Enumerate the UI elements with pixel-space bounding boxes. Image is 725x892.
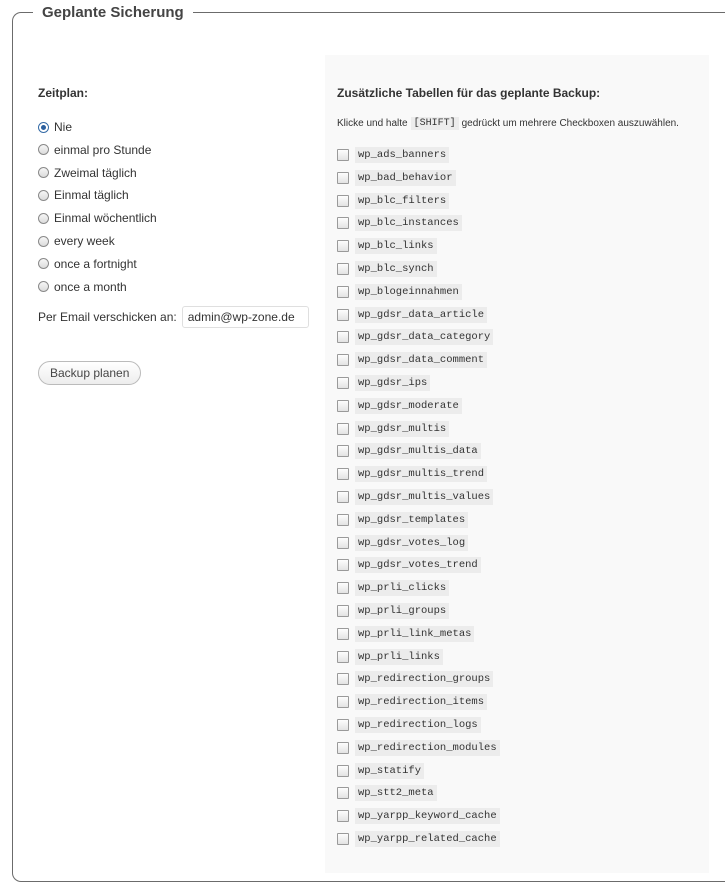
section-legend: Geplante Sicherung xyxy=(33,3,193,23)
table-name: wp_gdsr_multis xyxy=(355,421,449,437)
table-name: wp_gdsr_moderate xyxy=(355,398,462,414)
table-checkbox[interactable] xyxy=(337,172,349,184)
table-checkbox[interactable] xyxy=(337,149,349,161)
radio-button[interactable] xyxy=(38,236,49,247)
table-checkbox[interactable] xyxy=(337,719,349,731)
shift-hint xyxy=(337,117,679,130)
tables-title: Zusätzliche Tabellen für das geplante Backup: xyxy=(337,86,601,100)
table-row[interactable] xyxy=(337,397,462,415)
table-row[interactable] xyxy=(337,351,487,369)
table-name: wp_redirection_items xyxy=(355,694,487,710)
table-checkbox[interactable] xyxy=(337,651,349,663)
table-checkbox[interactable] xyxy=(337,833,349,845)
table-checkbox[interactable] xyxy=(337,514,349,526)
radio-button[interactable] xyxy=(38,144,49,155)
table-checkbox[interactable] xyxy=(337,195,349,207)
table-checkbox[interactable] xyxy=(337,354,349,366)
table-checkbox[interactable] xyxy=(337,309,349,321)
table-row[interactable] xyxy=(337,716,481,734)
table-checkbox[interactable] xyxy=(337,400,349,412)
schedule-option-label: Einmal wöchentlich xyxy=(54,211,157,226)
table-name: wp_prli_clicks xyxy=(355,580,449,596)
table-row[interactable] xyxy=(337,670,493,688)
table-checkbox[interactable] xyxy=(337,423,349,435)
table-name: wp_gdsr_multis_values xyxy=(355,489,493,505)
table-checkbox[interactable] xyxy=(337,537,349,549)
table-name: wp_redirection_groups xyxy=(355,671,493,687)
table-row[interactable] xyxy=(337,192,449,210)
radio-button[interactable] xyxy=(38,167,49,178)
schedule-option-label: einmal pro Stunde xyxy=(54,142,152,157)
table-checkbox[interactable] xyxy=(337,810,349,822)
table-row[interactable] xyxy=(337,465,487,483)
table-checkbox[interactable] xyxy=(337,628,349,640)
table-row[interactable] xyxy=(337,625,474,643)
table-row[interactable] xyxy=(337,260,437,278)
table-checkbox[interactable] xyxy=(337,582,349,594)
schedule-option[interactable] xyxy=(38,141,151,159)
table-name: wp_yarpp_related_cache xyxy=(355,831,500,847)
table-name: wp_bad_behavior xyxy=(355,170,456,186)
table-name: wp_blc_synch xyxy=(355,261,437,277)
table-row[interactable] xyxy=(337,283,462,301)
table-row[interactable] xyxy=(337,146,449,164)
table-name: wp_ads_banners xyxy=(355,147,449,163)
email-input[interactable] xyxy=(182,306,309,328)
table-checkbox[interactable] xyxy=(337,787,349,799)
table-row[interactable] xyxy=(337,784,437,802)
hint-text-before: Klicke und halte xyxy=(337,118,408,129)
table-row[interactable] xyxy=(337,374,430,392)
schedule-option[interactable] xyxy=(38,255,137,273)
table-row[interactable] xyxy=(337,328,493,346)
radio-button[interactable] xyxy=(38,122,49,133)
table-row[interactable] xyxy=(337,739,500,757)
table-row[interactable] xyxy=(337,648,443,666)
table-name: wp_redirection_logs xyxy=(355,717,481,733)
table-name: wp_gdsr_ips xyxy=(355,375,430,391)
tables-panel xyxy=(325,55,709,873)
table-name: wp_gdsr_multis_data xyxy=(355,443,481,459)
table-checkbox[interactable] xyxy=(337,331,349,343)
table-checkbox[interactable] xyxy=(337,217,349,229)
schedule-option[interactable] xyxy=(38,209,157,227)
table-checkbox[interactable] xyxy=(337,240,349,252)
table-checkbox[interactable] xyxy=(337,445,349,457)
schedule-option[interactable] xyxy=(38,186,129,204)
table-name: wp_gdsr_data_article xyxy=(355,307,487,323)
table-row[interactable] xyxy=(337,214,462,232)
table-name: wp_gdsr_data_category xyxy=(355,329,493,345)
table-checkbox[interactable] xyxy=(337,605,349,617)
schedule-option-label: Einmal täglich xyxy=(54,188,129,203)
radio-button[interactable] xyxy=(38,213,49,224)
schedule-column xyxy=(38,86,177,380)
table-row[interactable] xyxy=(337,807,500,825)
table-name: wp_blc_instances xyxy=(355,215,462,231)
table-name: wp_gdsr_templates xyxy=(355,512,468,528)
table-name: wp_gdsr_data_comment xyxy=(355,352,487,368)
table-checkbox[interactable] xyxy=(337,286,349,298)
table-name: wp_gdsr_votes_log xyxy=(355,535,468,551)
radio-button[interactable] xyxy=(38,258,49,269)
table-name: wp_prli_groups xyxy=(355,603,449,619)
schedule-option[interactable] xyxy=(38,118,72,136)
email-label: Per Email verschicken an: xyxy=(38,310,177,324)
schedule-option[interactable] xyxy=(38,278,127,296)
table-row[interactable] xyxy=(337,830,500,848)
table-checkbox[interactable] xyxy=(337,673,349,685)
table-name: wp_blc_links xyxy=(355,238,437,254)
table-checkbox[interactable] xyxy=(337,765,349,777)
table-row[interactable] xyxy=(337,306,487,324)
table-name: wp_gdsr_multis_trend xyxy=(355,466,487,482)
table-name: wp_blogeinnahmen xyxy=(355,284,462,300)
table-checkbox[interactable] xyxy=(337,491,349,503)
table-name: wp_gdsr_votes_trend xyxy=(355,557,481,573)
radio-button[interactable] xyxy=(38,190,49,201)
table-checkbox[interactable] xyxy=(337,377,349,389)
table-name: wp_statify xyxy=(355,763,424,779)
table-row[interactable] xyxy=(337,420,449,438)
schedule-option-label: once a month xyxy=(54,279,127,294)
table-name: wp_yarpp_keyword_cache xyxy=(355,808,500,824)
schedule-option-label: Zweimal täglich xyxy=(54,165,137,180)
table-row[interactable] xyxy=(337,602,449,620)
table-row[interactable] xyxy=(337,511,468,529)
table-row[interactable] xyxy=(337,237,437,255)
table-name: wp_blc_filters xyxy=(355,193,449,209)
table-checkbox[interactable] xyxy=(337,263,349,275)
table-row[interactable] xyxy=(337,442,481,460)
hint-text-after: gedrückt um mehrere Checkboxen auszuwählen. xyxy=(461,118,679,129)
radio-button[interactable] xyxy=(38,281,49,292)
table-checkbox[interactable] xyxy=(337,742,349,754)
table-name: wp_stt2_meta xyxy=(355,785,437,801)
table-row[interactable] xyxy=(337,579,449,597)
table-checkbox[interactable] xyxy=(337,559,349,571)
table-name: wp_redirection_modules xyxy=(355,740,500,756)
table-row[interactable] xyxy=(337,169,456,187)
table-row[interactable] xyxy=(337,534,468,552)
schedule-option[interactable] xyxy=(38,232,115,250)
schedule-option-label: Nie xyxy=(54,120,73,134)
schedule-backup-button[interactable]: Backup planen xyxy=(38,361,141,385)
table-checkbox[interactable] xyxy=(337,468,349,480)
email-row xyxy=(38,306,309,328)
table-row[interactable] xyxy=(337,488,493,506)
table-row[interactable] xyxy=(337,693,487,711)
schedule-option-label: every week xyxy=(54,234,115,248)
schedule-option-label: once a fortnight xyxy=(54,256,137,271)
schedule-label: Zeitplan: xyxy=(38,86,88,100)
table-name: wp_prli_links xyxy=(355,649,443,665)
table-row[interactable] xyxy=(337,762,424,780)
table-checkbox[interactable] xyxy=(337,696,349,708)
table-row[interactable] xyxy=(337,556,481,574)
schedule-option[interactable] xyxy=(38,164,137,182)
shift-key-badge: [SHIFT] xyxy=(411,117,459,130)
table-name: wp_prli_link_metas xyxy=(355,626,474,642)
